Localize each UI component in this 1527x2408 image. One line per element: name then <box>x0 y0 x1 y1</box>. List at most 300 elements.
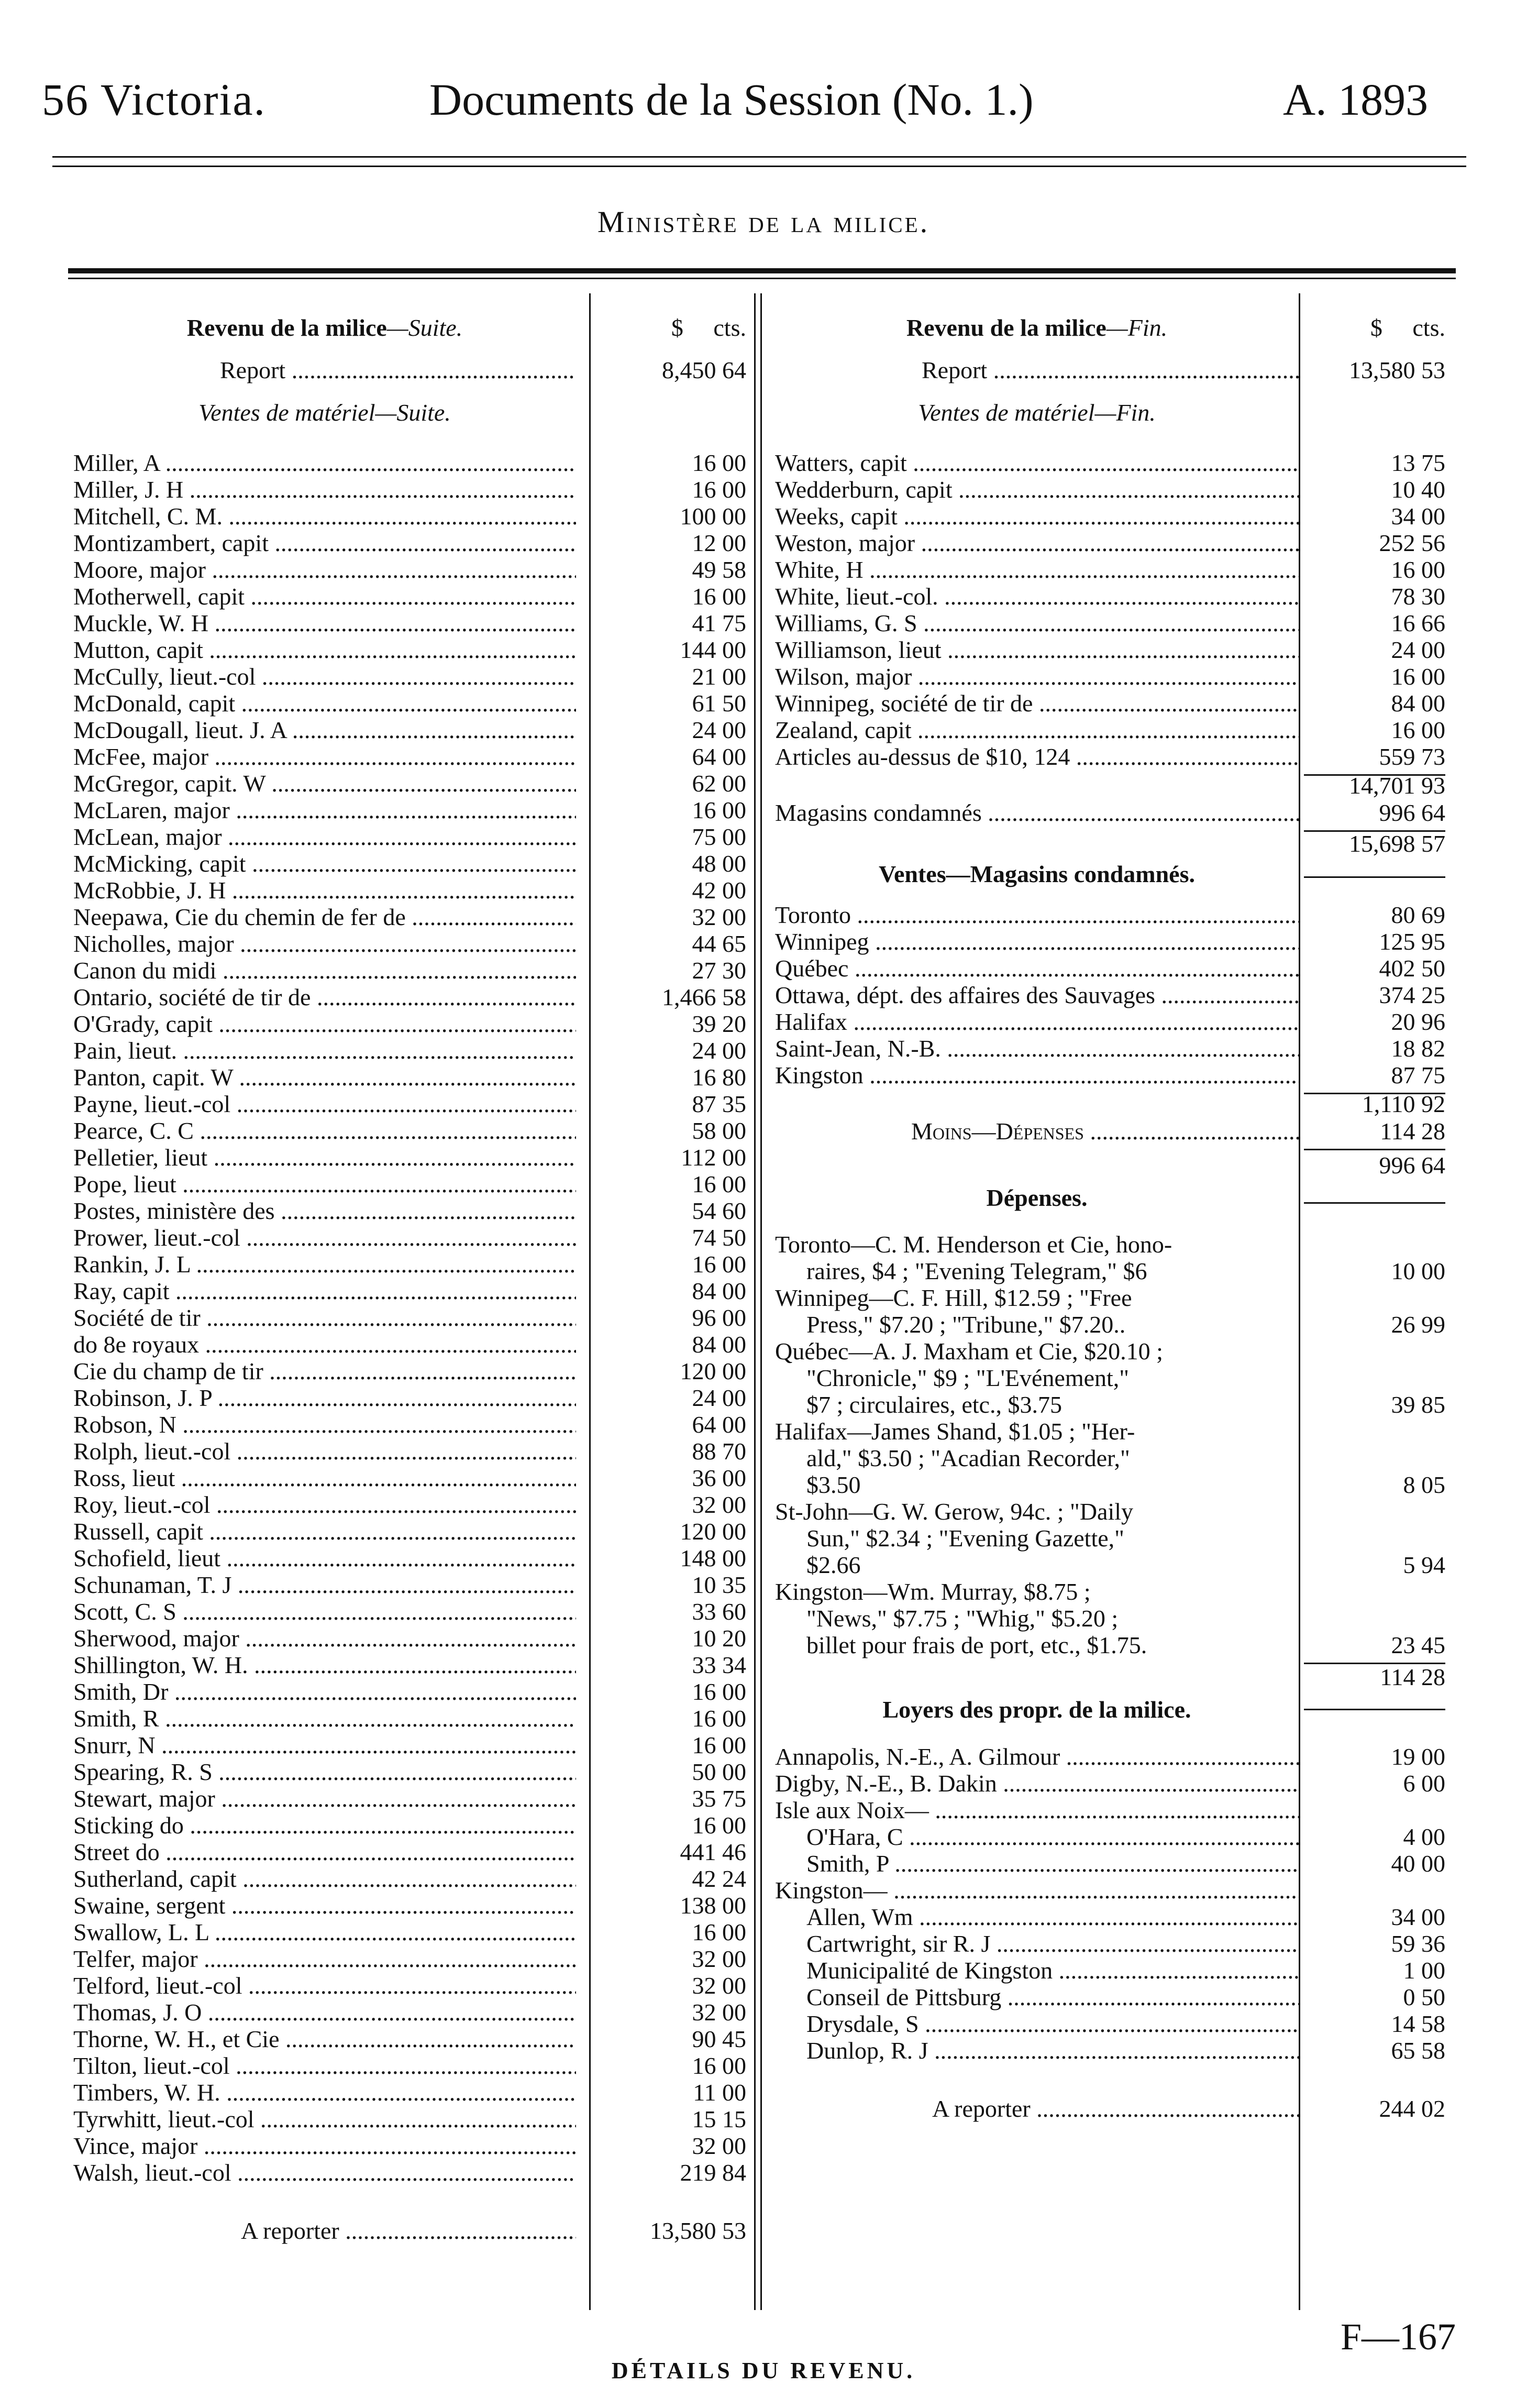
expense-line-text: Winnipeg—C. F. Hill, $12.59 ; "Free <box>775 1284 1132 1311</box>
expense-amount: 10 00 <box>1391 1258 1445 1284</box>
expense-line <box>775 1498 1456 1525</box>
table-row <box>73 1999 749 2026</box>
row-amount: 16 80 <box>692 1064 746 1091</box>
row-amount: 16 00 <box>692 1705 746 1732</box>
table-row <box>775 1008 1456 1035</box>
table-row <box>73 2079 749 2106</box>
row-amount: 84 00 <box>692 1278 746 1304</box>
table-row <box>73 1732 749 1758</box>
table-row <box>73 930 749 957</box>
table-row <box>73 530 749 556</box>
row-label: McMicking, capit ..... <box>73 850 576 877</box>
table-row <box>73 984 749 1010</box>
table-row <box>73 1358 749 1384</box>
table-row <box>73 2132 749 2159</box>
table-row <box>73 1839 749 1865</box>
row-amount: 34 00 <box>1391 1904 1445 1930</box>
table-row <box>775 1770 1456 1797</box>
table-row <box>775 476 1456 503</box>
table-row <box>73 1251 749 1278</box>
table-row <box>73 1438 749 1465</box>
row-amount: 44 65 <box>692 930 746 957</box>
row-label: McGregor, capit. W ..... <box>73 770 576 797</box>
right-header-row <box>775 314 1456 341</box>
header-left: 56 Victoria. <box>42 74 267 125</box>
row-label: Sherwood, major ..... <box>73 1625 576 1652</box>
table-row <box>775 636 1456 663</box>
row-amount: 32 00 <box>692 1491 746 1518</box>
row-amount: 42 24 <box>692 1865 746 1892</box>
expense-line-text: ald," $3.50 ; "Acadian Recorder," <box>806 1445 1130 1471</box>
row-label: Winnipeg ..... <box>775 928 1299 955</box>
row-amount: 13 75 <box>1391 449 1445 476</box>
table-row <box>73 823 749 850</box>
expense-line-text: "Chronicle," $9 ; "L'Evénement," <box>806 1365 1130 1391</box>
right-magasins-row <box>775 799 1456 826</box>
right-condemned-rows <box>775 901 1456 1088</box>
row-amount: 14 58 <box>1391 2010 1445 2037</box>
section2-rule <box>1304 876 1445 878</box>
left-header-row <box>73 314 749 341</box>
row-amount: 1,466 58 <box>662 984 746 1010</box>
right-subtotal2: 15,698 57 <box>1349 830 1445 857</box>
left-report-amount: 8,450 64 <box>662 357 746 383</box>
table-row <box>73 1571 749 1598</box>
expense-line <box>775 1338 1456 1365</box>
row-amount: 4 00 <box>1403 1823 1445 1850</box>
left-report-label: Report ..... <box>73 357 576 383</box>
table-row <box>73 1758 749 1785</box>
right-sales-rows <box>775 449 1456 770</box>
table-row <box>73 2026 749 2052</box>
table-row <box>73 1705 749 1732</box>
table-row <box>73 663 749 690</box>
table-row <box>73 2106 749 2132</box>
expense-line-text: Sun," $2.34 ; "Evening Gazette," <box>806 1525 1124 1552</box>
row-amount: 16 00 <box>692 1171 746 1197</box>
row-amount: 112 00 <box>681 1144 746 1171</box>
left-footer-amount: 13,580 53 <box>650 2217 746 2244</box>
row-label: Conseil de Pittsburg ..... <box>775 1984 1299 2010</box>
expense-entry <box>775 1231 1456 1284</box>
row-label: Thorne, W. H., et Cie ..... <box>73 2026 576 2052</box>
row-amount: 32 00 <box>692 1999 746 2026</box>
expense-line-text: Québec—A. J. Maxham et Cie, $20.10 ; <box>775 1338 1163 1365</box>
row-label: Pelletier, lieut ..... <box>73 1144 576 1171</box>
table-row <box>73 1972 749 1999</box>
table-row <box>73 449 749 476</box>
row-amount: 16 00 <box>692 1812 746 1839</box>
row-amount: 62 00 <box>692 770 746 797</box>
center-divider-2 <box>760 293 762 2310</box>
row-label: Halifax ..... <box>775 1008 1299 1035</box>
row-label: McFee, major ..... <box>73 743 576 770</box>
table-row <box>775 743 1456 770</box>
row-label: Payne, lieut.-col ..... <box>73 1091 576 1117</box>
row-amount: 6 00 <box>1403 1770 1445 1797</box>
row-amount: 252 56 <box>1379 530 1445 556</box>
row-amount: 16 00 <box>692 476 746 503</box>
table-row <box>775 1062 1456 1088</box>
row-label: Weeks, capit ..... <box>775 503 1299 530</box>
expense-line <box>775 1391 1456 1418</box>
table-top-rule-2 <box>68 278 1456 279</box>
table-row <box>73 1224 749 1251</box>
table-row <box>73 1545 749 1571</box>
table-row <box>73 2052 749 2079</box>
row-amount: 84 00 <box>1391 690 1445 717</box>
expense-line-text: Kingston—Wm. Murray, $8.75 ; <box>775 1578 1091 1605</box>
table-row <box>73 1598 749 1625</box>
row-label: Schofield, lieut ..... <box>73 1545 576 1571</box>
row-label: White, H ..... <box>775 556 1299 583</box>
expense-entry <box>775 1498 1456 1578</box>
row-amount: 0 50 <box>1403 1984 1445 2010</box>
expense-line <box>775 1284 1456 1311</box>
expense-line <box>775 1525 1456 1552</box>
row-label: Swaine, sergent ..... <box>73 1892 576 1919</box>
section3-rule <box>1304 1202 1445 1204</box>
expense-line <box>775 1231 1456 1258</box>
row-label: Articles au-dessus de $10, 124 ..... <box>775 743 1299 770</box>
row-amount: 24 00 <box>1391 636 1445 663</box>
expense-line-text: Halifax—James Shand, $1.05 ; "Her- <box>775 1418 1135 1445</box>
row-amount: 54 60 <box>692 1197 746 1224</box>
row-label: Municipalité de Kingston ..... <box>775 1957 1299 1984</box>
row-label: Russell, capit ..... <box>73 1518 576 1545</box>
table-row <box>775 2010 1456 2037</box>
right-footer-label: A reporter ..... <box>775 2095 1299 2122</box>
right-section3-title: Dépenses. <box>986 1184 1088 1211</box>
left-report-row <box>73 357 749 383</box>
row-label: McLean, major ..... <box>73 823 576 850</box>
table-row <box>73 636 749 663</box>
table-row <box>73 904 749 930</box>
left-title: Revenu de la milice—Suite. <box>186 314 463 341</box>
row-amount: 40 00 <box>1391 1850 1445 1877</box>
row-amount: 42 00 <box>692 877 746 904</box>
row-label: Cartwright, sir R. J ..... <box>775 1930 1299 1957</box>
row-amount: 144 00 <box>680 636 746 663</box>
row-label: Williamson, lieut ..... <box>775 636 1299 663</box>
row-label: O'Grady, capit ..... <box>73 1010 576 1037</box>
row-label: do 8e royaux ..... <box>73 1331 576 1358</box>
expense-line <box>775 1418 1456 1445</box>
row-label: Kingston— ..... <box>775 1877 1299 1904</box>
row-label: Smith, P ..... <box>775 1850 1299 1877</box>
expense-line-text: $7 ; circulaires, etc., $3.75 <box>806 1391 1062 1418</box>
row-amount: 20 96 <box>1391 1008 1445 1035</box>
right-section4-row <box>775 1693 1456 1728</box>
row-amount: 49 58 <box>692 556 746 583</box>
page-header <box>0 21 1527 126</box>
right-section3-row <box>775 1181 1456 1218</box>
table-row <box>775 717 1456 743</box>
row-amount: 16 66 <box>1391 610 1445 636</box>
row-label: Vince, major ..... <box>73 2132 576 2159</box>
row-label: Stewart, major ..... <box>73 1785 576 1812</box>
row-amount: 88 70 <box>692 1438 746 1465</box>
row-amount: 32 00 <box>692 1972 746 1999</box>
footer-title: DÉTAILS DU REVENU. <box>611 2358 916 2383</box>
table-top-rule <box>68 268 1456 273</box>
right-column <box>775 314 1456 2122</box>
row-label: Muckle, W. H ..... <box>73 610 576 636</box>
expense-amount: 5 94 <box>1403 1552 1445 1578</box>
right-subtotal4: 996 64 <box>1379 1152 1445 1179</box>
row-label: Québec ..... <box>775 955 1299 982</box>
header-center: Documents de la Session (No. 1.) <box>429 74 1034 125</box>
center-divider-1 <box>754 293 756 2310</box>
row-label: McRobbie, J. H ..... <box>73 877 576 904</box>
row-amount: 75 00 <box>692 823 746 850</box>
row-amount: 32 00 <box>692 2132 746 2159</box>
row-amount: 10 40 <box>1391 476 1445 503</box>
row-amount: 559 73 <box>1379 743 1445 770</box>
row-label: Pearce, C. C ..... <box>73 1117 576 1144</box>
row-amount: 41 75 <box>692 610 746 636</box>
row-label: Scott, C. S ..... <box>73 1598 576 1625</box>
row-label: Telford, lieut.-col ..... <box>73 1972 576 1999</box>
left-footer-label: A reporter ..... <box>73 2217 576 2244</box>
row-amount: 125 95 <box>1379 928 1445 955</box>
table-row <box>73 1331 749 1358</box>
row-label: Roy, lieut.-col ..... <box>73 1491 576 1518</box>
table-row <box>73 1411 749 1438</box>
row-label: Mitchell, C. M. ..... <box>73 503 576 530</box>
table-row <box>73 1384 749 1411</box>
table-row <box>775 530 1456 556</box>
row-label: Tilton, lieut.-col ..... <box>73 2052 576 2079</box>
row-amount: 87 75 <box>1391 1062 1445 1088</box>
row-label: Canon du midi ..... <box>73 957 576 984</box>
row-amount: 48 00 <box>692 850 746 877</box>
table-row <box>73 1465 749 1491</box>
row-label: O'Hara, C ..... <box>775 1823 1299 1850</box>
expense-line <box>775 1578 1456 1605</box>
row-amount: 36 00 <box>692 1465 746 1491</box>
row-amount: 12 00 <box>692 530 746 556</box>
row-label: Digby, N.-E., B. Dakin ..... <box>775 1770 1299 1797</box>
row-amount: 32 00 <box>692 904 746 930</box>
row-amount: 34 00 <box>1391 503 1445 530</box>
row-amount: 16 00 <box>692 1919 746 1945</box>
row-label: Shillington, W. H. ..... <box>73 1652 576 1678</box>
row-amount: 219 84 <box>680 2159 746 2186</box>
expense-line-text: St-John—G. W. Gerow, 94c. ; "Daily <box>775 1498 1134 1525</box>
expense-entry <box>775 1578 1456 1658</box>
row-amount: 64 00 <box>692 743 746 770</box>
right-report-amount: 13,580 53 <box>1349 357 1445 383</box>
row-amount: 90 45 <box>692 2026 746 2052</box>
row-label: Tyrwhitt, lieut.-col ..... <box>73 2106 576 2132</box>
row-amount: 64 00 <box>692 1411 746 1438</box>
table-row <box>73 1278 749 1304</box>
table-row <box>73 1037 749 1064</box>
row-amount: 16 00 <box>692 2052 746 2079</box>
row-amount: 16 00 <box>692 449 746 476</box>
table-row <box>73 610 749 636</box>
right-rent-rows <box>775 1743 1456 2064</box>
table-row <box>775 2037 1456 2064</box>
table-row <box>775 901 1456 928</box>
row-amount: 84 00 <box>692 1331 746 1358</box>
expense-line <box>775 1552 1456 1578</box>
row-amount: 10 20 <box>692 1625 746 1652</box>
row-amount: 1 00 <box>1403 1957 1445 1984</box>
row-amount: 39 20 <box>692 1010 746 1037</box>
right-moins-amount: 114 28 <box>1380 1118 1445 1145</box>
expense-entry <box>775 1338 1456 1418</box>
row-label: Ray, capit ..... <box>73 1278 576 1304</box>
row-amount: 74 50 <box>692 1224 746 1251</box>
right-report-label: Report ..... <box>775 357 1299 383</box>
table-row <box>73 1785 749 1812</box>
row-amount: 441 46 <box>680 1839 746 1865</box>
table-row <box>73 1892 749 1919</box>
row-label: Panton, capit. W ..... <box>73 1064 576 1091</box>
right-section2-title: Ventes—Magasins condamnés. <box>878 861 1196 887</box>
expense-line <box>775 1632 1456 1658</box>
right-magasins-amount: 996 64 <box>1379 799 1445 826</box>
expense-line <box>775 1471 1456 1498</box>
table-row <box>775 503 1456 530</box>
row-label: Sutherland, capit ..... <box>73 1865 576 1892</box>
row-label: Wilson, major ..... <box>775 663 1299 690</box>
expense-line <box>775 1605 1456 1632</box>
header-rule-1 <box>52 156 1466 158</box>
table-row <box>775 583 1456 610</box>
expense-amount: 8 05 <box>1403 1471 1445 1498</box>
table-row <box>73 850 749 877</box>
row-label: Prower, lieut.-col ..... <box>73 1224 576 1251</box>
right-subtotal1-row <box>775 770 1456 799</box>
page-number: F—167 <box>1341 2316 1456 2358</box>
row-amount: 402 50 <box>1379 955 1445 982</box>
expense-line-text: "News," $7.75 ; "Whig," $5.20 ; <box>806 1605 1119 1632</box>
table-row <box>775 982 1456 1008</box>
table-row <box>73 770 749 797</box>
right-footer-amount: 244 02 <box>1379 2095 1445 2122</box>
row-amount: 21 00 <box>692 663 746 690</box>
row-amount: 16 00 <box>692 583 746 610</box>
row-amount: 15 15 <box>692 2106 746 2132</box>
expense-entry <box>775 1418 1456 1498</box>
row-amount: 16 00 <box>1391 556 1445 583</box>
header-rule-2 <box>52 166 1466 167</box>
table-row <box>73 1865 749 1892</box>
table-row <box>73 1625 749 1652</box>
table-row <box>775 610 1456 636</box>
right-section2-row <box>775 857 1456 891</box>
right-section-title: Ventes de matériel—Fin. <box>918 399 1156 426</box>
table-row <box>775 556 1456 583</box>
row-label: Smith, R ..... <box>73 1705 576 1732</box>
row-amount: 24 00 <box>692 1037 746 1064</box>
row-amount: 87 35 <box>692 1091 746 1117</box>
expense-line <box>775 1311 1456 1338</box>
row-label: Drysdale, S ..... <box>775 2010 1299 2037</box>
expense-amount: 39 85 <box>1391 1391 1445 1418</box>
row-label: Thomas, J. O ..... <box>73 1999 576 2026</box>
row-label: Motherwell, capit ..... <box>73 583 576 610</box>
row-label: Postes, ministère des ..... <box>73 1197 576 1224</box>
right-subtotal3: 1,110 92 <box>1362 1091 1445 1117</box>
left-column <box>73 314 749 2244</box>
table-row <box>73 1171 749 1197</box>
row-label: Sticking do ..... <box>73 1812 576 1839</box>
row-label: Ontario, société de tir de ..... <box>73 984 576 1010</box>
left-footer-row <box>73 2217 749 2244</box>
table-row <box>73 1117 749 1144</box>
expense-line-text: $2.66 <box>806 1552 861 1578</box>
row-amount: 96 00 <box>692 1304 746 1331</box>
table-row <box>775 1743 1456 1770</box>
row-label: Dunlop, R. J ..... <box>775 2037 1299 2064</box>
row-label: Moore, major ..... <box>73 556 576 583</box>
table-row <box>775 1930 1456 1957</box>
right-moins-row <box>775 1118 1456 1145</box>
row-amount: 16 00 <box>692 1678 746 1705</box>
table-row <box>73 1945 749 1972</box>
row-amount: 24 00 <box>692 717 746 743</box>
table-row <box>775 955 1456 982</box>
row-amount: 58 00 <box>692 1117 746 1144</box>
expense-line <box>775 1365 1456 1391</box>
table-row <box>73 1304 749 1331</box>
row-label: Swallow, L. L ..... <box>73 1919 576 1945</box>
row-label: Société de tir ..... <box>73 1304 576 1331</box>
right-magasins-label: Magasins condamnés ..... <box>775 799 1299 826</box>
table-row <box>73 1518 749 1545</box>
table-row <box>775 449 1456 476</box>
row-label: Montizambert, capit ..... <box>73 530 576 556</box>
table-row <box>73 1144 749 1171</box>
table-row <box>73 797 749 823</box>
row-amount: 35 75 <box>692 1785 746 1812</box>
row-label: Toronto ..... <box>775 901 1299 928</box>
right-section4-title: Loyers des propr. de la milice. <box>882 1696 1191 1723</box>
left-section-title: Ventes de matériel—Suite. <box>198 399 451 426</box>
right-footer-row <box>775 2095 1456 2122</box>
row-label: McDonald, capit ..... <box>73 690 576 717</box>
table-row <box>73 1678 749 1705</box>
header-right: A. 1893 <box>1283 74 1429 125</box>
table-row <box>775 1850 1456 1877</box>
table-row <box>73 957 749 984</box>
row-amount: 16 00 <box>692 797 746 823</box>
row-label: Robson, N ..... <box>73 1411 576 1438</box>
table-row <box>775 690 1456 717</box>
row-label: Winnipeg, société de tir de ..... <box>775 690 1299 717</box>
expense-line <box>775 1445 1456 1471</box>
row-label: Timbers, W. H. ..... <box>73 2079 576 2106</box>
row-amount: 148 00 <box>680 1545 746 1571</box>
row-amount: 120 00 <box>680 1518 746 1545</box>
right-subtotal3-row <box>775 1088 1456 1118</box>
row-label: Rolph, lieut.-col ..... <box>73 1438 576 1465</box>
row-label: McCully, lieut.-col ..... <box>73 663 576 690</box>
row-label: Isle aux Noix— ..... <box>775 1797 1299 1823</box>
table-row <box>73 583 749 610</box>
row-amount: 100 00 <box>680 503 746 530</box>
table-row <box>73 1812 749 1839</box>
table-row <box>73 1091 749 1117</box>
table-row <box>73 2159 749 2186</box>
right-subtotal1: 14,701 93 <box>1349 772 1445 799</box>
row-label: Weston, major ..... <box>775 530 1299 556</box>
row-label: Spearing, R. S ..... <box>73 1758 576 1785</box>
